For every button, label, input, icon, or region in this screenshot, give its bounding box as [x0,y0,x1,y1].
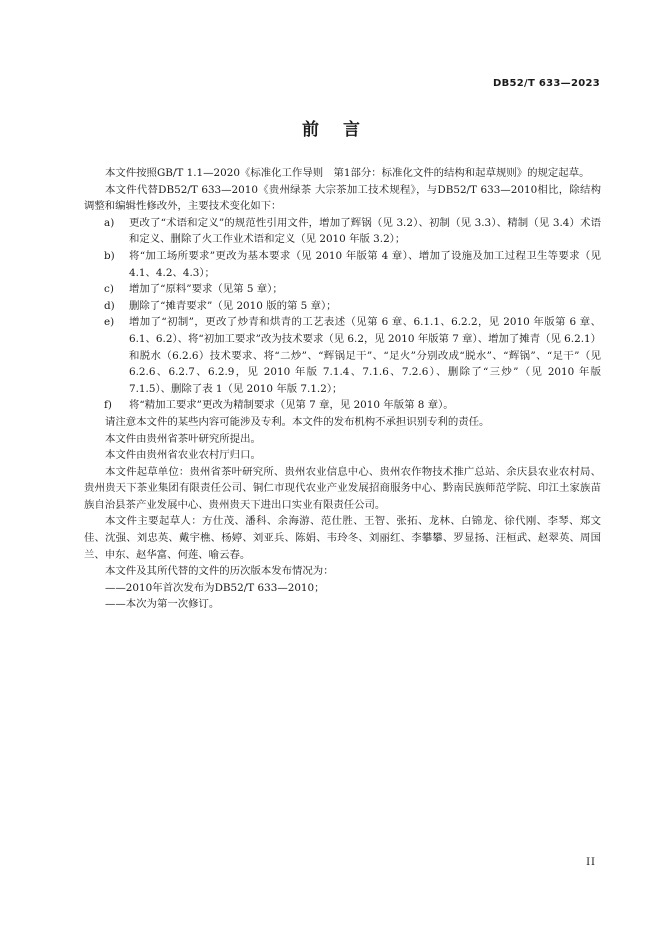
drafters: 本文件主要起草人：方仕茂、潘科、余海游、范仕胜、王智、张拓、龙林、白锦龙、徐代刚、李琴、郑文佳、沈强、刘忠英、戴宇樵、杨婷、刘亚兵、陈娟、韦玲冬、刘丽红、李攀攀、罗显扬、汪桓武、赵翠英、周国兰、申东、赵华富、何莲、喻云春。 [84,515,601,561]
list-item [84,248,601,281]
list-item [84,215,601,248]
list-marker: a) [104,216,115,229]
list-item-text: 删除了“摊青要求”（见 2010 版的第 5 章）； [129,299,337,312]
changes-list [84,215,601,414]
intro-paragraph: 本文件按照GB/T 1.1—2020《标准化工作导则 第1部分：标准化文件的结构和起草规则》的规定起草。 [105,167,590,179]
list-item-text: 增加了“初制”，更改了炒青和烘青的工艺表述（见第 6 章、6.1.1、6.2.2，见 2010 年版第 6 章、6.1、6.2）、将“初加工要求”改为技术要求（见 6.2，见 2010 年版第 7 章）、增加了摊青（见 6.2.1）和脱水（6.2.6）技术要求、将“二炒”、“辉锅足干”、“足火”分别改成“脱水”、“辉锅”、“足干”（见 6.2.6、6.2.7、6.2.9，见 2010 年版 7.1.4、7.1.6、7.2.6）、删除了“三炒”（见 2010 年版 7.1.5）、删除了表 1（见 2010 年版 7.1.2）； [129,316,601,395]
page-number: II [586,857,596,868]
list-marker: d) [104,299,115,312]
list-item [84,314,601,397]
version-history-item: ——2010年首次发布为DB52/T 633—2010； [105,581,325,594]
standard-code: DB52/T 633—2023 [493,78,600,89]
list-item-text: 将“加工场所要求”更改为基本要求（见 2010 年版第 4 章）、增加了设施及加工过程卫生等要求（见 4.1、4.2、4.3）； [129,249,601,279]
list-marker: c) [104,283,114,296]
list-marker: e) [104,316,115,329]
version-history-heading: 本文件及其所代替的文件的历次版本发布情况为： [105,565,334,578]
list-marker: b) [104,249,115,262]
list-item-text: 增加了“原料”要求（见第 5 章）； [129,283,283,296]
list-item [84,397,601,414]
proposer-statement: 本文件由贵州省茶叶研究所提出。 [105,432,261,445]
page-title: 前言 [302,120,384,140]
list-item [84,298,601,315]
list-marker: f) [104,399,112,412]
foreword-body [84,165,601,613]
list-item [84,281,601,298]
drafting-units: 本文件起草单位：贵州省茶叶研究所、贵州农业信息中心、贵州农作物技术推广总站、余庆县农业农村局、贵州贵天下茶业集团有限责任公司、铜仁市现代农业产业发展招商服务中心、黔南民族师范学院、印江土家族苗族自治县茶产业发展中心、贵州贵天下进出口实业有限责任公司。 [84,465,601,511]
administrator-statement: 本文件由贵州省农业农村厅归口。 [105,449,261,462]
version-history-item: ——本次为第一次修订。 [105,598,220,611]
patent-notice: 请注意本文件的某些内容可能涉及专利。本文件的发布机构不承担识别专利的责任。 [105,415,490,428]
intro-paragraph: 本文件代替DB52/T 633—2010《贵州绿茶 大宗茶加工技术规程》，与DB52/T 633—2010相比，除结构调整和编辑性修改外，主要技术变化如下： [84,183,601,213]
list-item-text: 将“精加工要求”更改为精制要求（见第 7 章，见 2010 年版第 8 章）。 [129,399,454,412]
list-item-text: 更改了“术语和定义”的规范性引用文件，增加了辉锅（见 3.2）、初制（见 3.3）、精制（见 3.4）术语和定义、删除了火工作业术语和定义（见 2010 年版 3.2）； [129,216,601,246]
